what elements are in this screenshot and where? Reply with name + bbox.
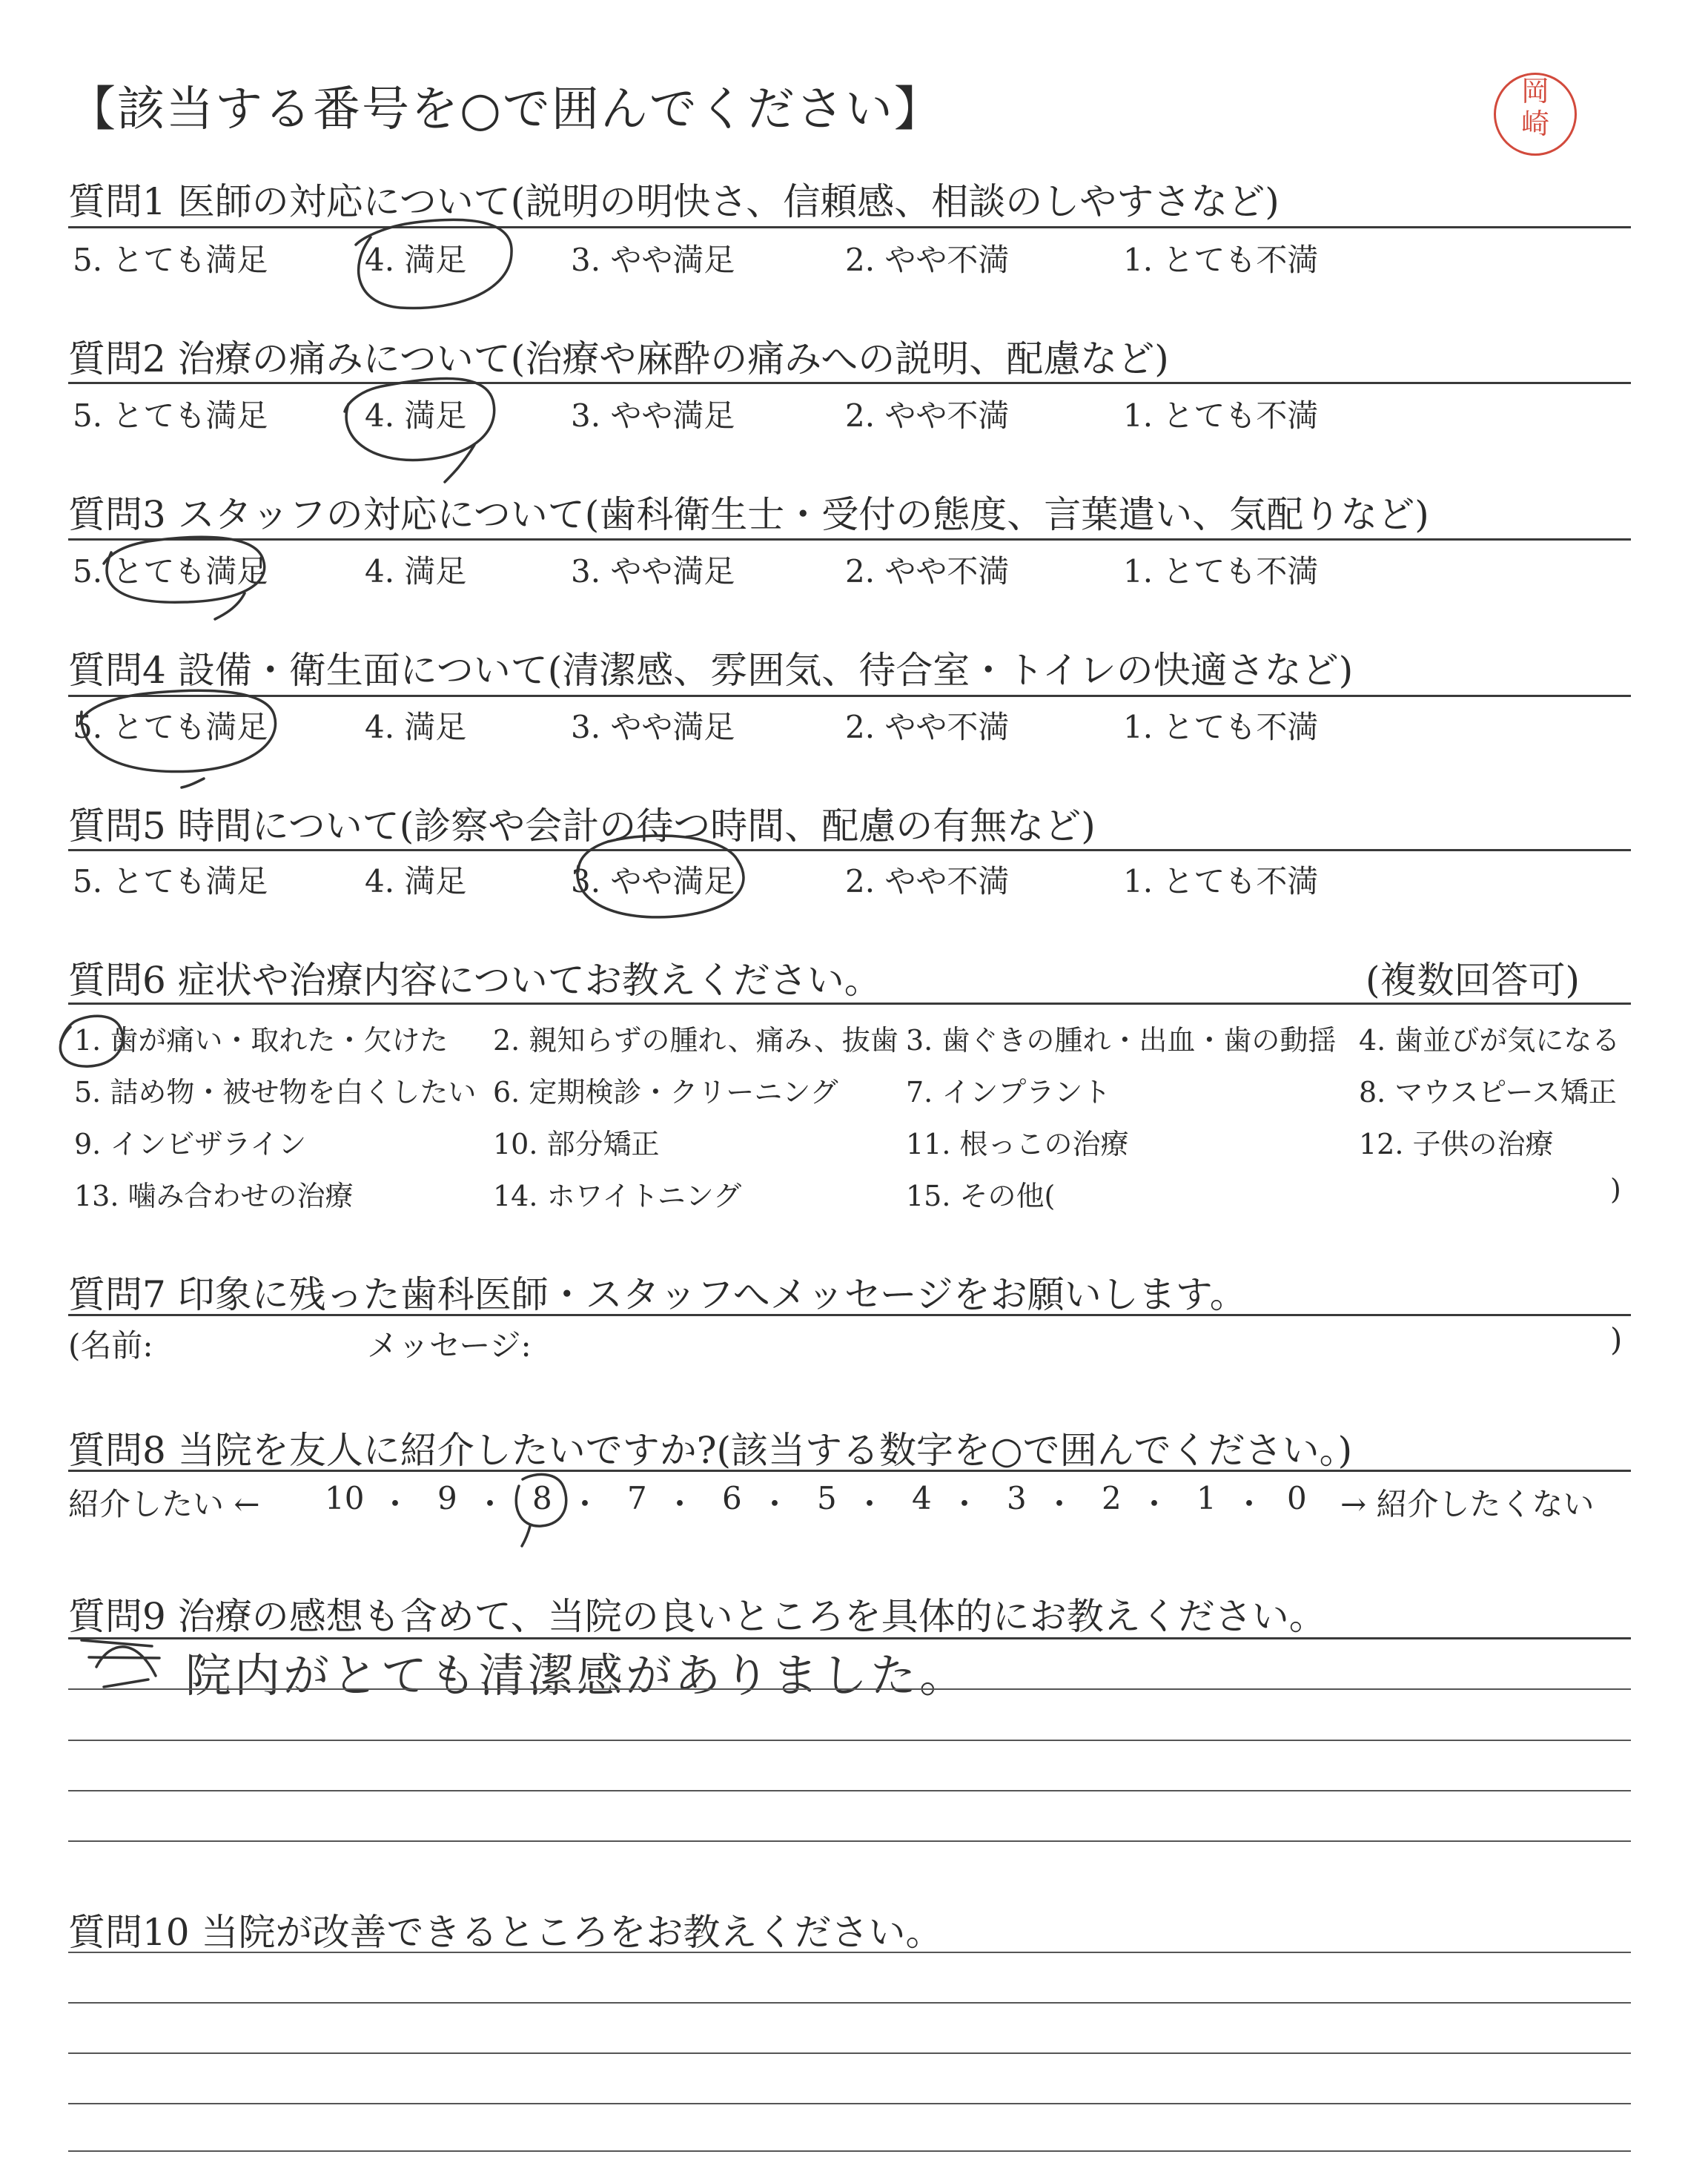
q7-message-field[interactable] <box>563 1321 1594 1357</box>
q5-option-3[interactable]: 3. やや満足 <box>571 863 735 899</box>
q8-score-4[interactable]: 4 <box>912 1480 932 1516</box>
stamp-char-1: 岡 <box>1520 75 1549 108</box>
q3-option-5[interactable]: 5. とても満足 <box>73 553 268 589</box>
q1-option-1[interactable]: 1. とても不満 <box>1123 242 1319 278</box>
question-1-title: 質問1 医師の対応について(説明の明快さ、信頼感、相談のしやすさなど) <box>68 180 1280 223</box>
q5-option-4[interactable]: 4. 満足 <box>365 863 467 899</box>
answer-line <box>68 1688 1631 1690</box>
form-title: 【該当する番号を○で囲んでください】 <box>68 82 943 137</box>
q4-option-2[interactable]: 2. やや不満 <box>845 709 1010 745</box>
q2-option-2[interactable]: 2. やや不満 <box>845 397 1010 434</box>
q1-option-3[interactable]: 3. やや満足 <box>571 242 735 278</box>
q6-item-5[interactable]: 5. 詰め物・被せ物を白くしたい <box>74 1076 477 1109</box>
q8-dot: ・ <box>380 1486 411 1522</box>
divider <box>68 695 1631 697</box>
question-2-title: 質問2 治療の痛みについて(治療や麻酔の痛みへの説明、配慮など) <box>68 337 1169 380</box>
q8-score-7[interactable]: 7 <box>627 1480 647 1516</box>
q6-item-12[interactable]: 12. 子供の治療 <box>1359 1128 1554 1160</box>
q9-handwritten-answer[interactable]: 院内がとても清潔感がありました。 <box>185 1648 969 1702</box>
divider <box>68 1470 1631 1472</box>
q8-score-5[interactable]: 5 <box>817 1480 837 1516</box>
q8-score-10[interactable]: 10 <box>325 1480 365 1516</box>
q1-option-5[interactable]: 5. とても満足 <box>73 242 268 278</box>
q6-other-close: ) <box>1610 1173 1621 1206</box>
q5-option-1[interactable]: 1. とても不満 <box>1123 863 1319 899</box>
q3-option-3[interactable]: 3. やや満足 <box>571 553 735 589</box>
answer-line <box>68 2103 1631 2104</box>
question-9-title: 質問9 治療の感想も含めて、当院の良いところを具体的にお教えください。 <box>68 1595 1326 1638</box>
q6-item-9[interactable]: 9. インビザライン <box>74 1128 307 1160</box>
q2-option-5[interactable]: 5. とても満足 <box>73 397 268 434</box>
q4-option-5[interactable]: 5. とても満足 <box>73 709 268 745</box>
answer-line <box>68 2002 1631 2004</box>
q8-score-3[interactable]: 3 <box>1007 1480 1027 1516</box>
q8-score-9[interactable]: 9 <box>437 1480 457 1516</box>
q8-left-label: 紹介したい ← <box>68 1486 260 1522</box>
q7-name-label: (名前: <box>68 1327 153 1364</box>
seal-stamp <box>1494 73 1577 156</box>
q6-item-13[interactable]: 13. 噛み合わせの治療 <box>74 1180 354 1212</box>
q7-name-field[interactable] <box>193 1321 356 1357</box>
q8-score-2[interactable]: 2 <box>1102 1480 1122 1516</box>
question-3-title: 質問3 スタッフの対応について(歯科衛生士・受付の態度、言葉遣い、気配りなど) <box>68 493 1429 536</box>
divider <box>68 849 1631 851</box>
answer-line <box>68 1790 1631 1791</box>
divider <box>68 1314 1631 1316</box>
q5-option-2[interactable]: 2. やや不満 <box>845 863 1010 899</box>
q6-item-4[interactable]: 4. 歯並びが気になる <box>1359 1024 1621 1057</box>
answer-line <box>68 1952 1631 1953</box>
q3-option-4[interactable]: 4. 満足 <box>365 553 467 589</box>
question-10-title: 質問10 当院が改善できるところをお教えください。 <box>68 1911 943 1954</box>
q8-right-label: → 紹介したくない <box>1340 1486 1595 1522</box>
q2-option-3[interactable]: 3. やや満足 <box>571 397 735 434</box>
q6-item-14[interactable]: 14. ホワイトニング <box>493 1180 742 1212</box>
q5-option-5[interactable]: 5. とても満足 <box>73 863 268 899</box>
q8-dot: ・ <box>759 1486 791 1522</box>
q4-option-3[interactable]: 3. やや満足 <box>571 709 735 745</box>
divider <box>68 1003 1631 1005</box>
q8-dot: ・ <box>474 1486 506 1522</box>
q6-item-2[interactable]: 2. 親知らずの腫れ、痛み、抜歯 <box>493 1024 898 1057</box>
question-4-title: 質問4 設備・衛生面について(清潔感、雰囲気、待合室・トイレの快適さなど) <box>68 649 1354 692</box>
question-6-title: 質問6 症状や治療内容についてお教えください。 <box>68 959 881 1002</box>
q8-dot: ・ <box>569 1486 601 1522</box>
q8-dot: ・ <box>854 1486 886 1522</box>
answer-line <box>68 1740 1631 1741</box>
divider <box>68 226 1631 228</box>
q7-close: ) <box>1610 1321 1623 1358</box>
q6-item-11[interactable]: 11. 根っこの治療 <box>906 1128 1129 1160</box>
q1-option-4[interactable]: 4. 満足 <box>365 242 467 278</box>
q6-item-10[interactable]: 10. 部分矯正 <box>493 1128 660 1160</box>
answer-line <box>68 1840 1631 1842</box>
q8-score-1[interactable]: 1 <box>1196 1480 1217 1516</box>
answer-line <box>68 2052 1631 2054</box>
question-6-note: (複数回答可) <box>1366 959 1580 1002</box>
q8-dot: ・ <box>664 1486 696 1522</box>
q1-option-2[interactable]: 2. やや不満 <box>845 242 1010 278</box>
q9-scribble <box>82 1640 159 1687</box>
q8-dot: ・ <box>949 1486 981 1522</box>
divider <box>68 382 1631 384</box>
q6-item-8[interactable]: 8. マウスピース矯正 <box>1359 1076 1617 1109</box>
q2-option-4[interactable]: 4. 満足 <box>365 397 467 434</box>
q6-item-1[interactable]: 1. 歯が痛い・取れた・欠けた <box>74 1024 448 1057</box>
question-7-title: 質問7 印象に残った歯科医師・スタッフへメッセージをお願いします。 <box>68 1273 1247 1316</box>
q8-dot: ・ <box>1234 1486 1265 1522</box>
q7-message-label: メッセージ: <box>367 1327 532 1364</box>
q6-item-6[interactable]: 6. 定期検診・クリーニング <box>493 1076 838 1109</box>
stamp-char-2: 崎 <box>1520 108 1549 140</box>
question-5-title: 質問5 時間について(診察や会計の待つ時間、配慮の有無など) <box>68 805 1096 848</box>
q8-dot: ・ <box>1044 1486 1076 1522</box>
q6-item-3[interactable]: 3. 歯ぐきの腫れ・出血・歯の動揺 <box>906 1024 1337 1057</box>
divider <box>68 538 1631 541</box>
q6-item-15[interactable]: 15. その他( <box>906 1180 1056 1212</box>
q2-option-1[interactable]: 1. とても不満 <box>1123 397 1319 434</box>
q4-option-4[interactable]: 4. 満足 <box>365 709 467 745</box>
q8-score-6[interactable]: 6 <box>722 1480 742 1516</box>
answer-line <box>68 2150 1631 2152</box>
q6-item-7[interactable]: 7. インプラント <box>906 1076 1111 1109</box>
q8-score-8[interactable]: 8 <box>532 1480 552 1516</box>
q3-option-2[interactable]: 2. やや不満 <box>845 553 1010 589</box>
q4-option-1[interactable]: 1. とても不満 <box>1123 709 1319 745</box>
q8-score-0[interactable]: 0 <box>1287 1480 1307 1516</box>
q8-dot: ・ <box>1139 1486 1171 1522</box>
question-8-title: 質問8 当院を友人に紹介したいですか?(該当する数字を○で囲んでください。) <box>68 1429 1353 1472</box>
q3-option-1[interactable]: 1. とても不満 <box>1123 553 1319 589</box>
